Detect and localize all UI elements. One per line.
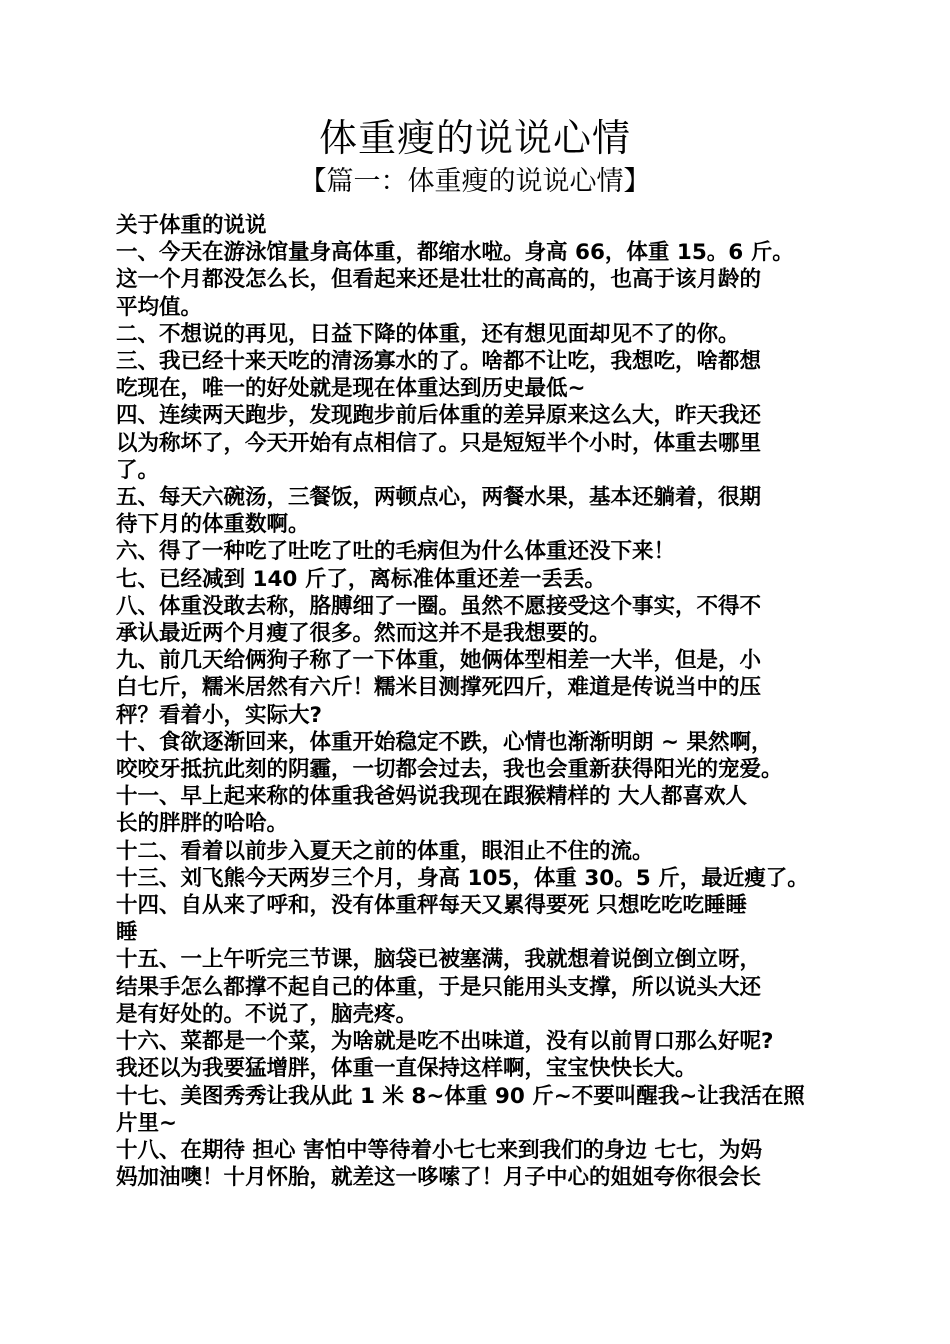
section-heading: 关于体重的说说: [116, 213, 267, 238]
body-text-line: 承认最近两个月瘦了很多。然而这并不是我想要的。: [116, 621, 611, 647]
body-text-line: 结果手怎么都撑不起自己的体重，于是只能用头支撑，所以说头大还: [116, 974, 762, 1000]
body-text-line: 十八、在期待 担心 害怕中等待着小七七来到我们的身边 七七，为妈: [116, 1137, 762, 1163]
body-text-line: 十二、看着以前步入夏天之前的体重，眼泪止不住的流。: [116, 838, 654, 864]
body-text-line: 七、已经减到 140 斤了，离标准体重还差一丢丢。: [116, 566, 606, 592]
body-text-line: 以为称坏了，今天开始有点相信了。只是短短半个小时，体重去哪里: [116, 430, 762, 456]
body-text-line: 待下月的体重数啊。: [116, 512, 310, 538]
body-text-line: 平均值。: [116, 294, 203, 320]
document-subtitle: 【篇一：体重瘦的说说心情】: [299, 166, 651, 197]
document-body: [116, 212, 856, 1191]
body-text-line: 九、前几天给俩狗子称了一下体重，她俩体型相差一大半，但是，小: [116, 648, 762, 674]
body-text-line: 是有好处的。不说了，脑壳疼。: [116, 1001, 418, 1027]
body-text-line: 白七斤，糯米居然有六斤！糯米目测撑死四斤，难道是传说当中的压: [116, 675, 762, 701]
body-text-line: 四、连续两天跑步，发现跑步前后体重的差异原来这么大，昨天我还: [116, 403, 762, 429]
body-text-line: 五、每天六碗汤，三餐饭，两顿点心，两餐水果，基本还躺着，很期: [116, 485, 762, 511]
body-text-line: 三、我已经十来天吃的清汤寡水的了。啥都不让吃，我想吃，啥都想: [116, 349, 762, 375]
body-text-line: 秤？看着小，实际大?: [116, 702, 322, 728]
body-text-line: 这一个月都没怎么长，但看起来还是壮壮的高高的，也高于该月龄的: [116, 267, 762, 293]
body-text-line: 十四、自从来了呼和，没有体重秤每天又累得要死 只想吃吃吃睡睡: [116, 893, 747, 919]
body-text-line: 十七、美图秀秀让我从此 1 米 8~体重 90 斤~不要叫醒我~让我活在照: [116, 1083, 805, 1109]
body-text-line: 六、得了一种吃了吐吃了吐的毛病但为什么体重还没下来！: [116, 539, 676, 565]
body-text-line: 睡: [116, 920, 138, 946]
body-text-line: 吃现在，唯一的好处就是现在体重达到历史最低~: [116, 376, 586, 402]
body-text-line: 二、不想说的再见，日益下降的体重，还有想见面却见不了的你。: [116, 321, 740, 347]
body-text-line: 长的胖胖的哈哈。: [116, 811, 289, 837]
body-text-line: 十、食欲逐渐回来，体重开始稳定不跌，心情也渐渐明朗 ~ 果然啊，: [116, 729, 773, 755]
body-text-line: 妈加油噢！十月怀胎，就差这一哆嗦了！月子中心的姐姐夸你很会长: [116, 1165, 762, 1191]
body-text-line: 一、今天在游泳馆量身高体重，都缩水啦。身高 66，体重 15。6 斤。: [116, 240, 794, 266]
body-text-line: 片里~: [116, 1110, 178, 1136]
body-text-line: 十三、刘飞熊今天两岁三个月，身高 105，体重 30。5 斤，最近瘦了。: [116, 865, 809, 891]
body-text-line: 我还以为我要猛增胖，体重一直保持这样啊，宝宝快快长大。: [116, 1056, 697, 1082]
body-text-line: 咬咬牙抵抗此刻的阴霾，一切都会过去，我也会重新获得阳光的宠爱。: [116, 757, 783, 783]
body-text-line: 八、体重没敢去称，胳膊细了一圈。虽然不愿接受这个事实，不得不: [116, 593, 762, 619]
body-text-line: 十一、早上起来称的体重我爸妈说我现在跟猴精样的 大人都喜欢人: [116, 784, 747, 810]
document-title: 体重瘦的说说心情: [318, 116, 631, 160]
body-text-line: 十五、一上午听完三节课，脑袋已被塞满，我就想着说倒立倒立呀，: [116, 947, 762, 973]
body-text-line: 了。: [116, 457, 160, 483]
body-text-line: 十六、菜都是一个菜，为啥就是吃不出味道，没有以前胃口那么好呢?: [116, 1029, 774, 1055]
